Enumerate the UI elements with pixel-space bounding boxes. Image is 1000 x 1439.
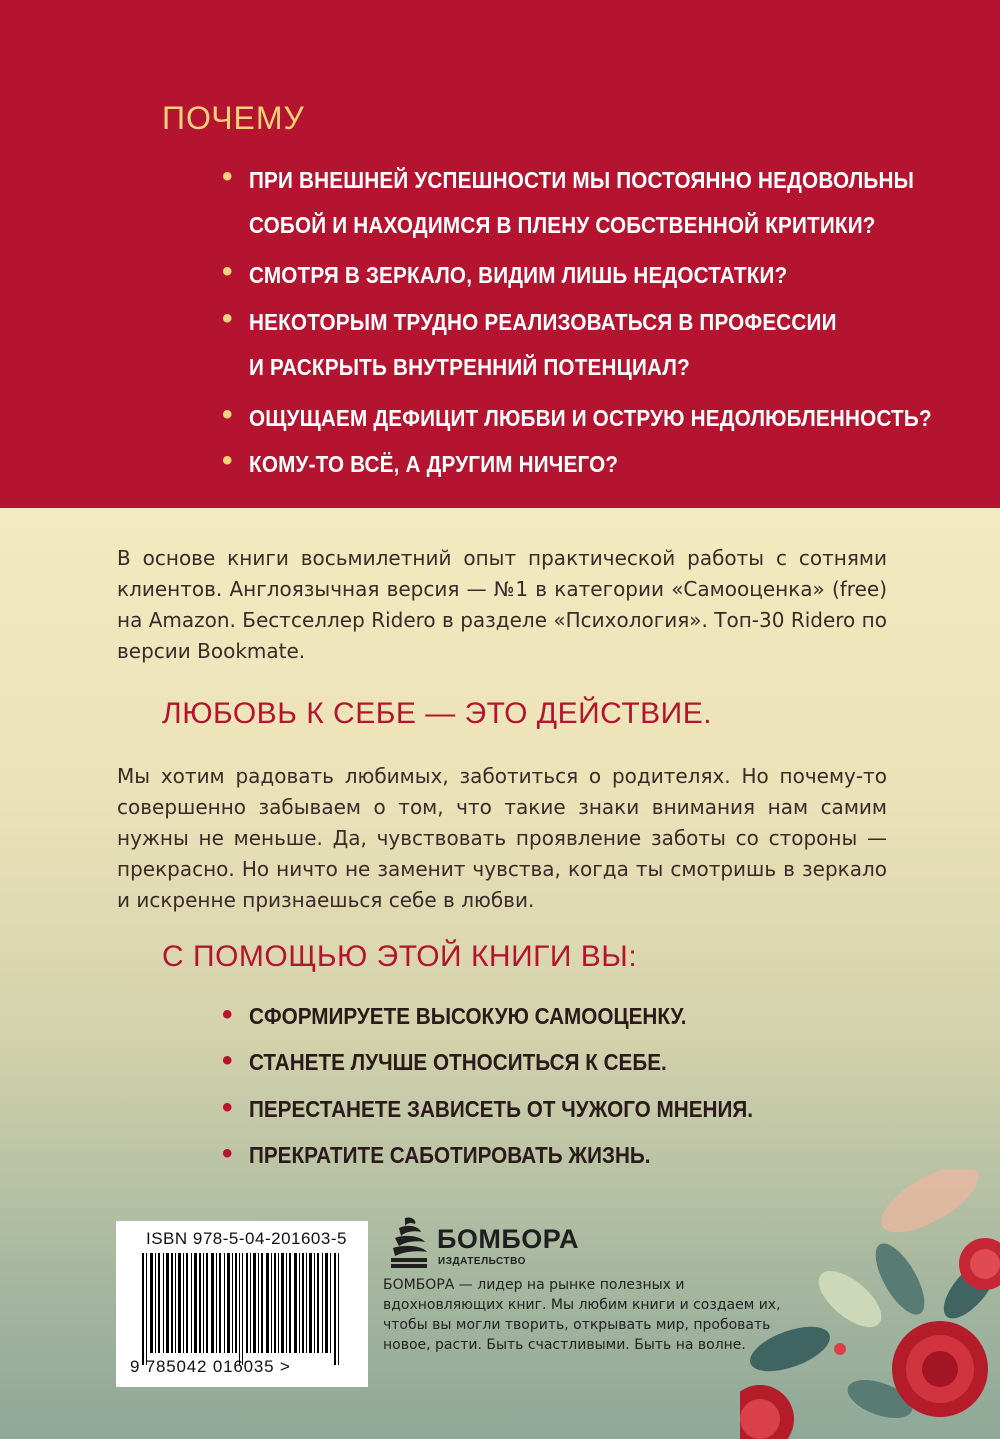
isbn-number: ISBN 978-5-04-201603-5 bbox=[146, 1229, 347, 1248]
why-item-3-line-2: И РАСКРЫТЬ ВНУТРЕННИЙ ПОТЕНЦИАЛ? bbox=[249, 354, 690, 380]
why-item-1-line-1: ПРИ ВНЕШНЕЙ УСПЕШНОСТИ МЫ ПОСТОЯННО НЕДОВОЛЬНЫ bbox=[249, 167, 915, 193]
bullet-icon: • bbox=[222, 444, 233, 477]
why-item-4-line-1: ОЩУЩАЕМ ДЕФИЦИТ ЛЮБВИ И ОСТРУЮ НЕДОЛЮБЛЕННОСТЬ? bbox=[249, 405, 932, 431]
benefit-item-3: ПЕРЕСТАНЕТЕ ЗАВИСЕТЬ ОТ ЧУЖОГО МНЕНИЯ. bbox=[249, 1096, 753, 1122]
why-item-1-line-2: СОБОЙ И НАХОДИМСЯ В ПЛЕНУ СОБСТВЕННОЙ КРИТИКИ? bbox=[249, 212, 876, 238]
benefits-heading: С ПОМОЩЬЮ ЭТОЙ КНИГИ ВЫ: bbox=[162, 940, 638, 973]
barcode-block bbox=[116, 1221, 368, 1387]
why-section bbox=[0, 0, 1000, 508]
why-title: ПОЧЕМУ bbox=[162, 100, 305, 136]
bullet-icon: • bbox=[222, 302, 233, 335]
bullet-icon: • bbox=[222, 1137, 233, 1170]
barcode-digits: 9 785042 016035 > bbox=[130, 1357, 291, 1376]
benefit-item-1: СФОРМИРУЕТЕ ВЫСОКУЮ САМООЦЕНКУ. bbox=[249, 1003, 687, 1029]
bombora-logo-icon bbox=[387, 1214, 431, 1270]
bullet-icon: • bbox=[222, 398, 233, 431]
love-paragraph: Мы хотим радовать любимых, заботиться о родителях. Но почему-то совершенно забываем о том, что такие знаки внимания нам самим нужны не меньше. Да, чувствовать проявление заботы со стороны — прекрасно. Но ничто не заменит чувства, когда ты смотришь в зеркало и искренне признаешься себе в любви. bbox=[117, 764, 887, 912]
bullet-icon: • bbox=[222, 1044, 233, 1077]
bullet-icon: • bbox=[222, 255, 233, 288]
benefit-item-2: СТАНЕТЕ ЛУЧШЕ ОТНОСИТЬСЯ К СЕБЕ. bbox=[249, 1049, 667, 1075]
bullet-icon: • bbox=[222, 998, 233, 1031]
publisher-subtitle: ИЗДАТЕЛЬСТВО bbox=[438, 1256, 526, 1267]
publisher-description: БОМБОРА — лидер на рынке полезных и вдохновляющих книг. Мы любим книги и создаем их, чтобы вы могли творить, открывать мир, пробовать новое, расти. Быть счастливыми. Быть на волне. bbox=[383, 1277, 781, 1353]
love-heading: ЛЮБОВЬ К СЕБЕ — ЭТО ДЕЙСТВИЕ. bbox=[162, 697, 713, 730]
flowers-decoration-icon bbox=[740, 1169, 1000, 1439]
benefit-item-4: ПРЕКРАТИТЕ САБОТИРОВАТЬ ЖИЗНЬ. bbox=[249, 1142, 651, 1168]
why-item-2-line-1: СМОТРЯ В ЗЕРКАЛО, ВИДИМ ЛИШЬ НЕДОСТАТКИ? bbox=[249, 262, 788, 288]
bullet-icon: • bbox=[222, 1091, 233, 1124]
intro-paragraph: В основе книги восьмилетний опыт практической работы с сотнями клиентов. Англоязычная версия — №1 в категории «Самооценка» (free) на Amazon. Бестселлер Ridero в разделе «Психология». Топ-30 Ridero по версии Bookmate. bbox=[117, 546, 887, 663]
bullet-icon: • bbox=[222, 160, 233, 193]
publisher-name: БОМБОРА bbox=[437, 1224, 579, 1254]
why-item-5-line-1: КОМУ-ТО ВСЁ, А ДРУГИМ НИЧЕГО? bbox=[249, 451, 619, 477]
why-item-3-line-1: НЕКОТОРЫМ ТРУДНО РЕАЛИЗОВАТЬСЯ В ПРОФЕССИИ bbox=[249, 309, 837, 335]
